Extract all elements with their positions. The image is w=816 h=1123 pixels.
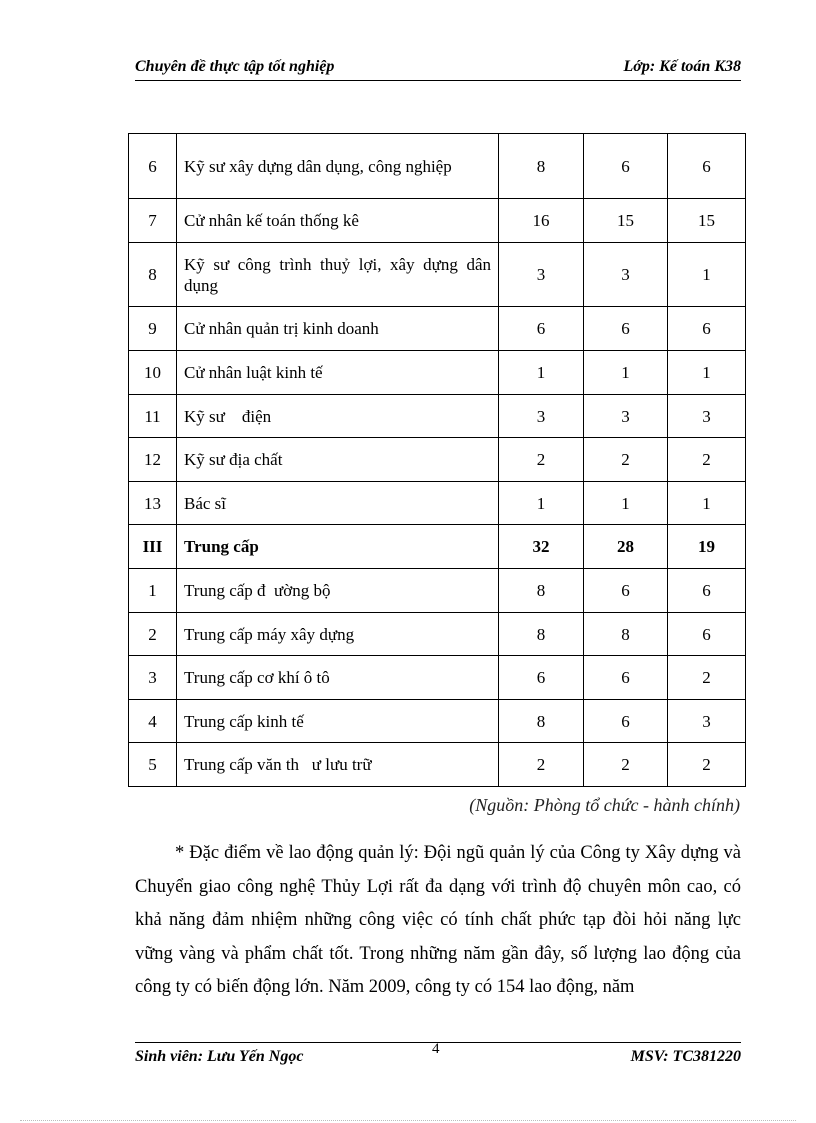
page-edge-divider [20, 1120, 796, 1121]
row-value-1: 6 [499, 307, 584, 351]
row-number: 6 [129, 134, 177, 199]
row-value-2: 2 [584, 438, 668, 482]
paragraph-text: * Đặc điểm về lao động quản lý: Đội ngũ quản lý của Công ty Xây dựng và Chuyển giao công nghệ Thủy Lợi rất đa dạng với trình độ chuyên môn cao, có khả năng đảm nhiệm những công việc có tính chất phức tạp đòi hỏi năng lực vững vàng và phẩm chất tốt. Trong những năm gần đây, số lượng lao động của công ty có biến động lớn. Năm 2009, công ty có 154 lao động, năm [135, 843, 741, 997]
row-value-2: 1 [584, 351, 668, 395]
table-row [129, 351, 746, 395]
table-row [129, 656, 746, 700]
row-number: 10 [129, 351, 177, 395]
table-row [129, 482, 746, 525]
row-value-2: 6 [584, 656, 668, 700]
footer-student: Sinh viên: Lưu Yến Ngọc [135, 1048, 304, 1065]
table-row [129, 307, 746, 351]
table-source-note: (Nguồn: Phòng tổ chức - hành chính) [469, 795, 740, 815]
row-label: Kỹ sư công trình thuỷ lợi, xây dựng dân dụng [177, 243, 499, 307]
row-number: 7 [129, 199, 177, 243]
row-value-3: 1 [668, 243, 746, 307]
row-number: 1 [129, 569, 177, 613]
row-value-2: 8 [584, 613, 668, 656]
page-header [135, 56, 741, 81]
row-value-2: 3 [584, 395, 668, 438]
row-number: 13 [129, 482, 177, 525]
header-title: Chuyên đề thực tập tốt nghiệp [135, 58, 335, 75]
table-row [129, 700, 746, 743]
row-label: Trung cấp [177, 525, 499, 569]
row-value-1: 8 [499, 700, 584, 743]
row-label: Trung cấp máy xây dựng [177, 613, 499, 656]
row-label: Trung cấp văn th ư lưu trữ [177, 743, 499, 787]
row-value-3: 6 [668, 613, 746, 656]
table-row [129, 743, 746, 787]
row-value-1: 16 [499, 199, 584, 243]
row-value-2: 6 [584, 134, 668, 199]
page-number: 4 [432, 1041, 440, 1057]
row-value-2: 6 [584, 700, 668, 743]
row-value-3: 19 [668, 525, 746, 569]
header-class: Lớp: Kế toán K38 [623, 58, 741, 75]
row-label: Kỹ sư điện [177, 395, 499, 438]
row-value-1: 1 [499, 351, 584, 395]
page-footer [135, 1042, 741, 1071]
table-row [129, 134, 746, 199]
row-value-3: 1 [668, 482, 746, 525]
row-value-1: 1 [499, 482, 584, 525]
row-label: Kỹ sư địa chất [177, 438, 499, 482]
row-value-3: 15 [668, 199, 746, 243]
row-number: 12 [129, 438, 177, 482]
row-value-1: 32 [499, 525, 584, 569]
row-number: 11 [129, 395, 177, 438]
row-value-3: 3 [668, 395, 746, 438]
row-number: 9 [129, 307, 177, 351]
row-label: Cử nhân quản trị kinh doanh [177, 307, 499, 351]
row-number: III [129, 525, 177, 569]
row-value-3: 2 [668, 743, 746, 787]
row-value-2: 15 [584, 199, 668, 243]
row-label: Kỹ sư xây dựng dân dụng, công nghiệp [177, 134, 499, 199]
table-row [129, 438, 746, 482]
row-value-1: 8 [499, 613, 584, 656]
table-row-section [129, 525, 746, 569]
row-value-1: 3 [499, 395, 584, 438]
table-row [129, 569, 746, 613]
table-row [129, 243, 746, 307]
row-value-2: 6 [584, 569, 668, 613]
row-value-3: 2 [668, 656, 746, 700]
row-value-1: 2 [499, 438, 584, 482]
row-value-1: 2 [499, 743, 584, 787]
row-label: Cử nhân kế toán thống kê [177, 199, 499, 243]
staff-table [128, 133, 746, 787]
table-row [129, 199, 746, 243]
body-paragraph [135, 837, 741, 1005]
footer-student-id: MSV: TC381220 [630, 1048, 741, 1065]
row-number: 4 [129, 700, 177, 743]
row-value-1: 8 [499, 134, 584, 199]
row-value-1: 6 [499, 656, 584, 700]
row-value-2: 3 [584, 243, 668, 307]
row-number: 5 [129, 743, 177, 787]
row-value-2: 6 [584, 307, 668, 351]
row-label: Trung cấp kinh tế [177, 700, 499, 743]
row-label: Bác sĩ [177, 482, 499, 525]
row-value-3: 6 [668, 307, 746, 351]
row-value-3: 6 [668, 134, 746, 199]
row-label: Trung cấp đ ường bộ [177, 569, 499, 613]
row-value-2: 2 [584, 743, 668, 787]
row-value-2: 28 [584, 525, 668, 569]
row-label: Trung cấp cơ khí ô tô [177, 656, 499, 700]
row-number: 8 [129, 243, 177, 307]
table-row [129, 613, 746, 656]
table-row [129, 395, 746, 438]
row-value-1: 3 [499, 243, 584, 307]
row-number: 2 [129, 613, 177, 656]
row-value-3: 3 [668, 700, 746, 743]
row-value-3: 6 [668, 569, 746, 613]
row-value-2: 1 [584, 482, 668, 525]
row-value-3: 1 [668, 351, 746, 395]
row-label: Cử nhân luật kinh tế [177, 351, 499, 395]
row-number: 3 [129, 656, 177, 700]
row-value-1: 8 [499, 569, 584, 613]
row-value-3: 2 [668, 438, 746, 482]
